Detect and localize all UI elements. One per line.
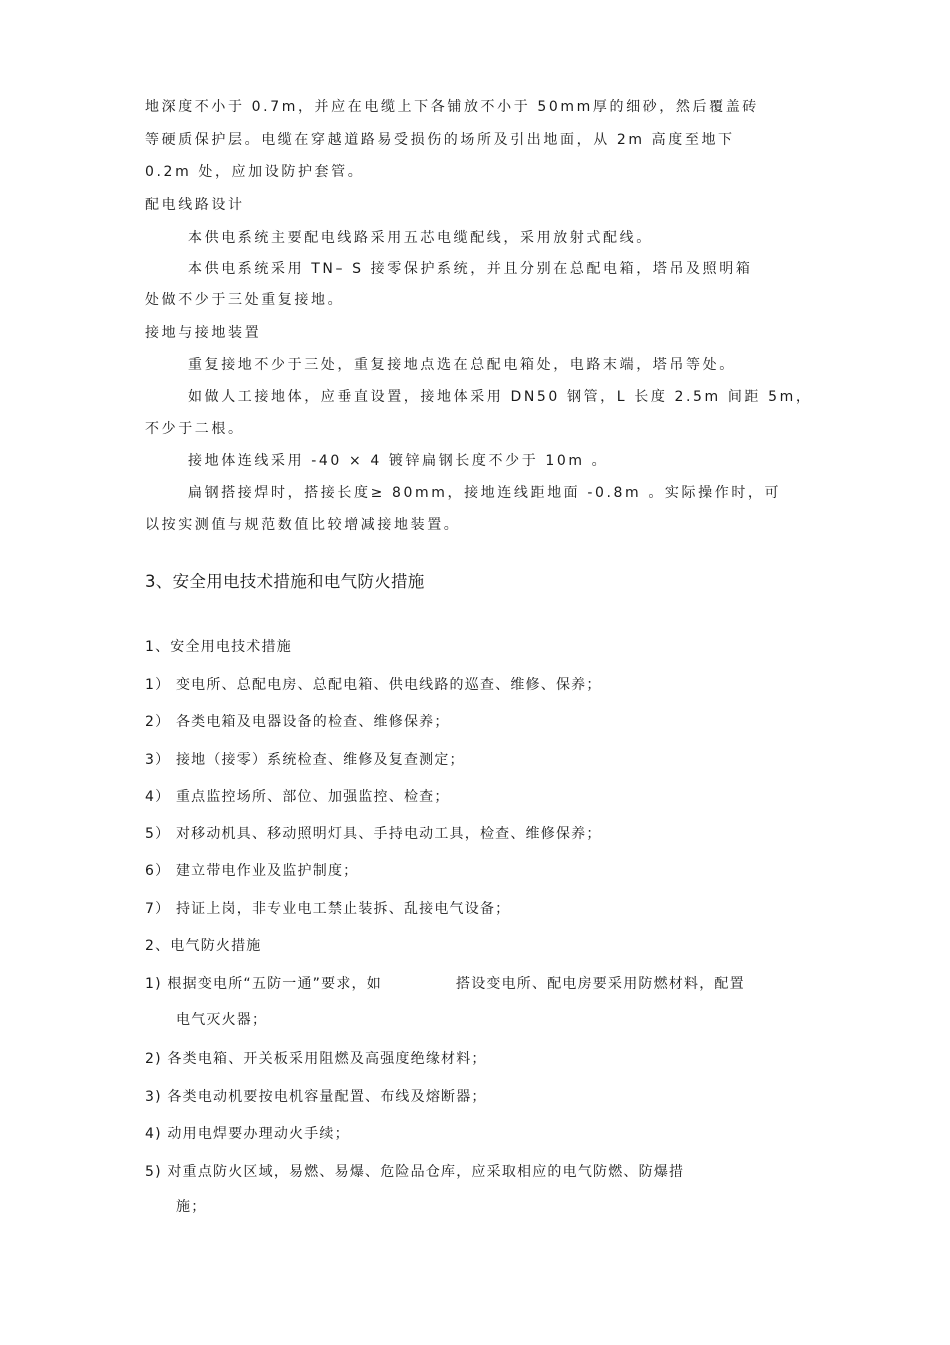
list-item-continuation: 电气灭火器； (176, 1012, 268, 1028)
list-item: 3） 接地（接零）系统检查、维修及复查测定； (145, 752, 465, 768)
paragraph-line: 本供电系统主要配电线路采用五芯电缆配线，采用放射式配线。 (188, 230, 653, 246)
paragraph-line: 以按实测值与规范数值比较增减接地装置。 (145, 517, 461, 533)
section-heading: 3、安全用电技术措施和电气防火措施 (145, 572, 425, 591)
list-item: 7） 持证上岗，非专业电工禁止装拆、乱接电气设备； (145, 901, 511, 917)
paragraph-line: 接地体连线采用 -40 × 4 镀锌扁钢长度不少于 10m 。 (188, 453, 609, 469)
subheading: 配电线路设计 (145, 197, 245, 213)
list-item: 5) 对重点防火区域，易燃、易爆、危险品仓库，应采取相应的电气防燃、防爆措 (145, 1164, 685, 1180)
paragraph-line: 重复接地不少于三处，重复接地点选在总配电箱处，电路末端，塔吊等处。 (188, 357, 736, 373)
paragraph-line: 扁钢搭接焊时，搭接长度≥ 80mm，接地连线距地面 -0.8m 。实际操作时，可 (188, 485, 782, 501)
list-item: 4) 动用电焊要办理动火手续； (145, 1126, 350, 1142)
list-title: 1、安全用电技术措施 (145, 639, 292, 655)
list-item-continuation: 施； (176, 1199, 207, 1215)
paragraph-line: 本供电系统采用 TN– S 接零保护系统，并且分别在总配电箱，塔吊及照明箱 (188, 261, 753, 277)
paragraph-line: 0.2m 处，应加设防护套管。 (145, 164, 365, 180)
list-item: 1) 根据变电所“五防一通”要求，如 (145, 976, 382, 992)
subheading: 接地与接地装置 (145, 325, 262, 341)
paragraph-line: 如做人工接地体，应垂直设置，接地体采用 DN50 钢管，L 长度 2.5m 间距 5m， (188, 389, 813, 405)
list-title: 2、电气防火措施 (145, 938, 262, 954)
list-item: 3) 各类电动机要按电机容量配置、布线及熔断器； (145, 1089, 487, 1105)
list-item: 2） 各类电箱及电器设备的检查、维修保养； (145, 714, 450, 730)
list-item: 2) 各类电箱、开关板采用阻燃及高强度绝缘材料； (145, 1051, 487, 1067)
paragraph-line: 等硬质保护层。电缆在穿越道路易受损伤的场所及引出地面，从 2m 高度至地下 (145, 132, 735, 148)
list-item: 5） 对移动机具、移动照明灯具、手持电动工具，检查、维修保养； (145, 826, 602, 842)
paragraph-line: 不少于二根。 (145, 421, 245, 437)
list-item-continuation: 搭设变电所、配电房要采用防燃材料，配置 (456, 976, 745, 992)
list-item: 6） 建立带电作业及监护制度； (145, 863, 359, 879)
paragraph-line: 地深度不小于 0.7m，并应在电缆上下各铺放不小于 50mm厚的细砂，然后覆盖砖 (145, 99, 759, 115)
list-item: 1） 变电所、总配电房、总配电箱、供电线路的巡查、维修、保养； (145, 677, 602, 693)
list-item: 4） 重点监控场所、部位、加强监控、检查； (145, 789, 450, 805)
paragraph-line: 处做不少于三处重复接地。 (145, 292, 345, 308)
